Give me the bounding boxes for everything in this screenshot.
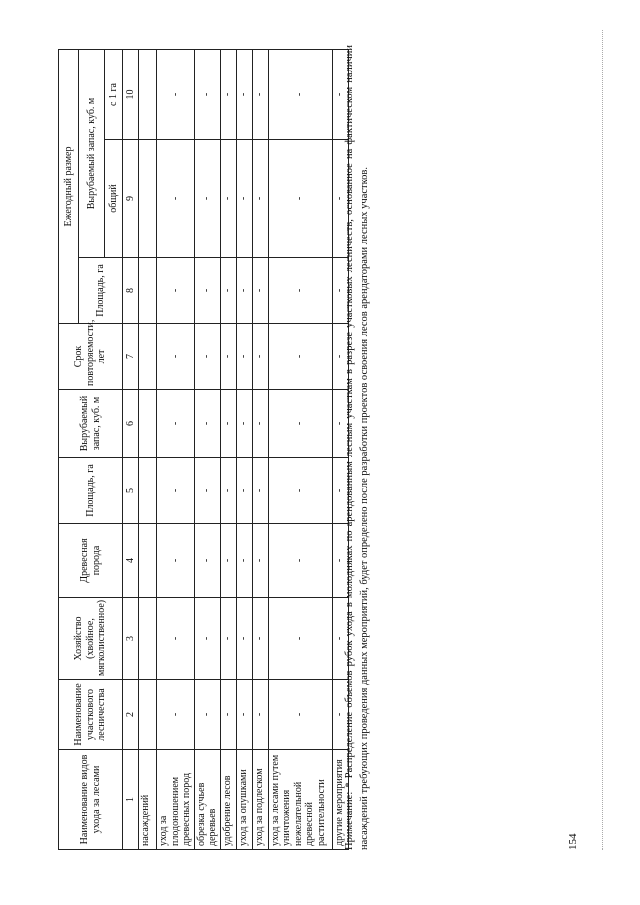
table-cell: - bbox=[220, 49, 236, 139]
table-cell: - bbox=[252, 458, 268, 524]
header-volume-total: общий bbox=[105, 140, 123, 258]
table-cell: - bbox=[220, 140, 236, 258]
header-species: Древесная порода bbox=[59, 524, 123, 598]
table-cell: - bbox=[194, 258, 220, 324]
table-cell: - bbox=[236, 458, 252, 524]
col-number: 2 bbox=[123, 680, 139, 750]
forest-care-table bbox=[58, 49, 349, 850]
table-cell: - bbox=[194, 524, 220, 598]
table-cell bbox=[139, 49, 157, 139]
table-cell: - bbox=[194, 390, 220, 458]
table-cell bbox=[139, 324, 157, 390]
table-cell bbox=[139, 598, 157, 680]
table-cell: - bbox=[252, 324, 268, 390]
header-volume: Вырубаемый запас, куб. м bbox=[59, 390, 123, 458]
footnote: Примечание: * Распределение объемов рубок ухода в молодняках по арендованным лесным участкам в разрезе участковых лесничеств, основанное на фактическом наличии насаждений требующих проведения данных мероприятий, будет определено после разработки проектов освоения лесов арендаторами лесных участков. bbox=[344, 45, 371, 850]
col-number: 5 bbox=[123, 458, 139, 524]
table-cell: - bbox=[157, 140, 195, 258]
table-cell: - bbox=[332, 49, 348, 139]
table-cell: - bbox=[252, 49, 268, 139]
table-cell: - bbox=[252, 524, 268, 598]
table-cell: - bbox=[157, 680, 195, 750]
table-cell: - bbox=[157, 258, 195, 324]
header-annual-area: Площадь, га bbox=[79, 258, 123, 324]
table-cell: - bbox=[332, 680, 348, 750]
table-cell: - bbox=[220, 324, 236, 390]
table-cell: - bbox=[332, 258, 348, 324]
care-type-name: уход за опушками bbox=[236, 750, 252, 850]
table-cell: - bbox=[236, 598, 252, 680]
table-cell bbox=[139, 524, 157, 598]
table-cell bbox=[139, 140, 157, 258]
table-cell: - bbox=[236, 390, 252, 458]
care-type-name: обрезка сучьев деревьев bbox=[194, 750, 220, 850]
table-cell: - bbox=[157, 524, 195, 598]
table-cell: - bbox=[268, 49, 332, 139]
table-cell: - bbox=[236, 258, 252, 324]
table-cell: - bbox=[268, 324, 332, 390]
header-economy: Хозяйство (хвойное, мягколиственное) bbox=[59, 598, 123, 680]
table-cell: - bbox=[194, 680, 220, 750]
table-cell: - bbox=[268, 598, 332, 680]
table-cell: - bbox=[194, 598, 220, 680]
table-cell: - bbox=[252, 598, 268, 680]
table-cell: - bbox=[332, 458, 348, 524]
care-type-name: уход за плодоношением древесных пород bbox=[157, 750, 195, 850]
table-cell: - bbox=[268, 458, 332, 524]
table-cell: - bbox=[194, 324, 220, 390]
table-cell: - bbox=[220, 390, 236, 458]
table-cell bbox=[139, 258, 157, 324]
table-cell bbox=[139, 390, 157, 458]
table-cell: - bbox=[157, 458, 195, 524]
table-body bbox=[139, 49, 349, 849]
table-cell: - bbox=[220, 524, 236, 598]
table-cell bbox=[139, 458, 157, 524]
table-row bbox=[236, 49, 252, 849]
table-cell: - bbox=[268, 140, 332, 258]
scan-edge bbox=[602, 30, 609, 850]
header-volume-per-ha: с 1 га bbox=[105, 49, 123, 139]
col-number: 8 bbox=[123, 258, 139, 324]
table-cell: - bbox=[252, 140, 268, 258]
table-cell: - bbox=[220, 680, 236, 750]
table-cell: - bbox=[220, 598, 236, 680]
table-row bbox=[139, 49, 157, 849]
table-cell: - bbox=[194, 140, 220, 258]
table-cell: - bbox=[236, 524, 252, 598]
table-cell: - bbox=[332, 598, 348, 680]
table-cell: - bbox=[236, 324, 252, 390]
table-cell: - bbox=[157, 390, 195, 458]
table-cell: - bbox=[236, 140, 252, 258]
rotated-page bbox=[12, 10, 612, 880]
table-cell: - bbox=[252, 680, 268, 750]
table-row bbox=[157, 49, 195, 849]
table-cell: - bbox=[268, 680, 332, 750]
table-cell: - bbox=[157, 49, 195, 139]
col-number: 3 bbox=[123, 598, 139, 680]
table-row bbox=[252, 49, 268, 849]
header-repeat-period: Срок повторяемости, лет bbox=[59, 324, 123, 390]
table-cell: - bbox=[194, 49, 220, 139]
col-number: 1 bbox=[123, 750, 139, 850]
table-cell: - bbox=[268, 524, 332, 598]
header-annual-volume: Вырубаемый запас, куб. м bbox=[79, 49, 105, 257]
table-cell: - bbox=[252, 258, 268, 324]
table-cell: - bbox=[332, 140, 348, 258]
col-number: 7 bbox=[123, 324, 139, 390]
care-type-name: уход за лесами путем уничтожения нежелательной древесной растительности bbox=[268, 750, 332, 850]
table-cell: - bbox=[157, 324, 195, 390]
header-annual-size: Ежегодный размер bbox=[59, 49, 79, 323]
table-cell: - bbox=[268, 258, 332, 324]
table-cell: - bbox=[194, 458, 220, 524]
table-cell: - bbox=[220, 458, 236, 524]
page-number: 154 bbox=[567, 833, 579, 850]
care-type-name: насаждений bbox=[139, 750, 157, 850]
table-cell: - bbox=[332, 524, 348, 598]
table-row bbox=[194, 49, 220, 849]
header-care-type: Наименование видов ухода за лесами bbox=[59, 750, 123, 850]
table-cell: - bbox=[252, 390, 268, 458]
table-cell: - bbox=[236, 49, 252, 139]
col-number: 4 bbox=[123, 524, 139, 598]
col-number: 9 bbox=[123, 140, 139, 258]
table-cell: - bbox=[332, 324, 348, 390]
header-area: Площадь, га bbox=[59, 458, 123, 524]
care-type-name: удобрение лесов bbox=[220, 750, 236, 850]
table-cell: - bbox=[236, 680, 252, 750]
col-number: 6 bbox=[123, 390, 139, 458]
col-number: 10 bbox=[123, 49, 139, 139]
table-cell: - bbox=[157, 598, 195, 680]
table-cell: - bbox=[268, 390, 332, 458]
table-cell: - bbox=[332, 390, 348, 458]
table-cell bbox=[139, 680, 157, 750]
table-row bbox=[220, 49, 236, 849]
table-row bbox=[268, 49, 332, 849]
care-type-name: уход за подлеском bbox=[252, 750, 268, 850]
table-cell: - bbox=[220, 258, 236, 324]
header-forestry: Наименование участкового лесничества bbox=[59, 680, 123, 750]
care-type-name: другие мероприятия bbox=[332, 750, 348, 850]
